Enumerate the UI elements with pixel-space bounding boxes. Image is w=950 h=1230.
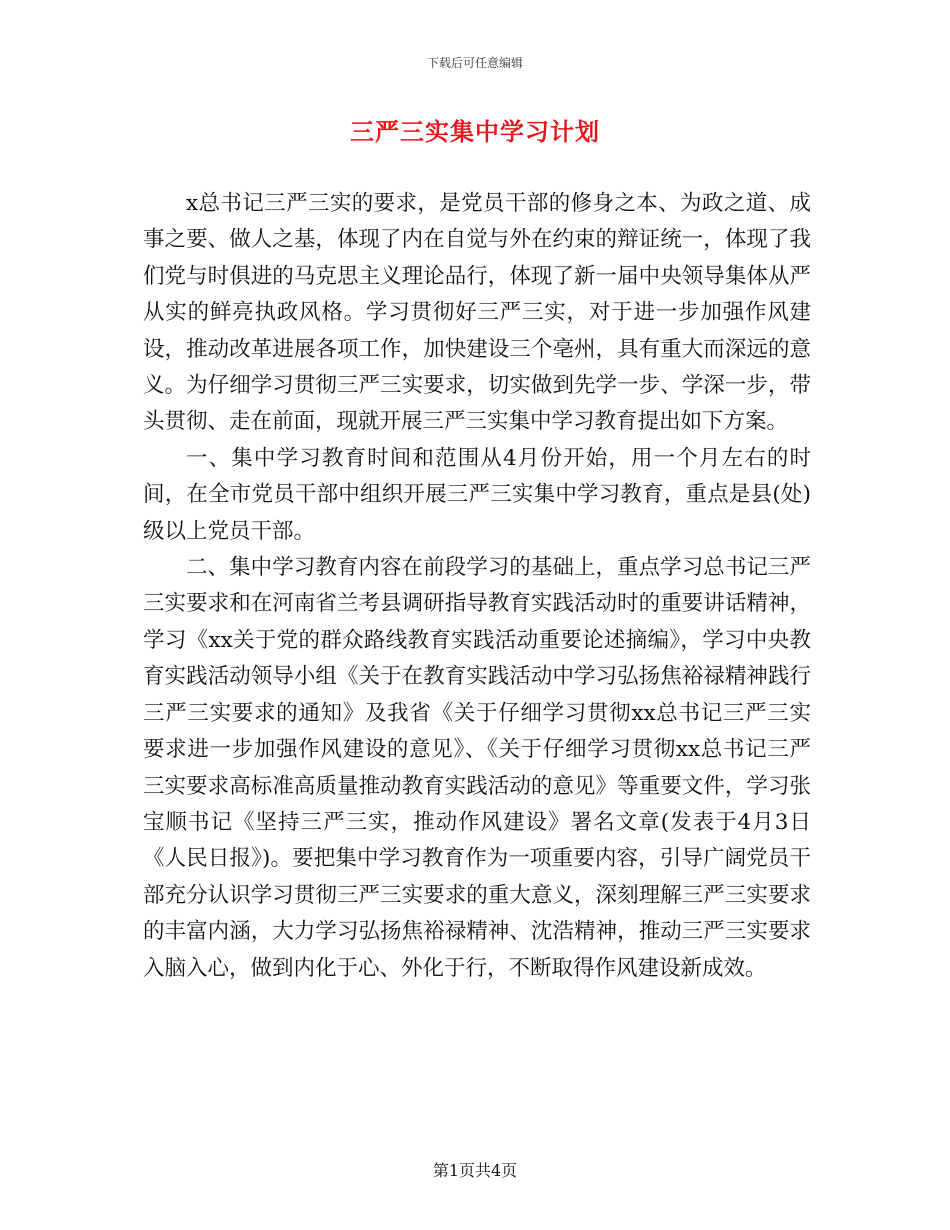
page-number-footer: 第1页共4页 [432,1161,518,1180]
paragraph-section-2: 二、集中学习教育内容在前段学习的基础上，重点学习总书记三严三实要求和在河南省兰考县调研指导教育实践活动时的重要讲话精神，学习《xx关于党的群众路线教育实践活动重要论述摘编》，学习中央教育实践活动领导小组《关于在教育实践活动中学习弘扬焦裕禄精神践行三严三实要求的通知》及我省《关于仔细学习贯彻xx总书记三严三实要求进一步加强作风建设的意见》、《关于仔细学习贯彻xx总书记三严三实要求高标准高质量推动教育实践活动的意见》等重要文件，学习张宝顺书记《坚持三严三实，推动作风建设》署名文章(发表于4月3日《人民日报》)。要把集中学习教育作为一项重要内容，引导广阔党员干部充分认识学习贯彻三严三实要求的重大意义，深刻理解三严三实要求的丰富内涵，大力学习弘扬焦裕禄精神、沈浩精神，推动三严三实要求入脑入心，做到内化于心、外化于行，不断取得作风建设新成效。 [143,555,811,981]
paragraph-intro: x总书记三严三实的要求，是党员干部的修身之本、为政之道、成事之要、做人之基，体现了内在自觉与外在约束的辩证统一，体现了我们党与时俱进的马克思主义理论品行，体现了新一届中央领导集体从严从实的鲜亮执政风格。学习贯彻好三严三实，对于进一步加强作风建设，推动改革进展各项工作，加快建设三个亳州，具有重大而深远的意义。为仔细学习贯彻三严三实要求，切实做到先学一步、学深一步，带头贯彻、走在前面，现就开展三严三实集中学习教育提出如下方案。 [143,191,811,435]
header-note: 下载后可任意编辑 [426,56,523,70]
document-body [143,186,811,987]
paragraph-section-1: 一、集中学习教育时间和范围从4月份开始，用一个月左右的时间，在全市党员干部中组织开展三严三实集中学习教育，重点是县(处)级以上党员干部。 [143,445,811,544]
document-title: 三严三实集中学习计划 [350,117,600,146]
